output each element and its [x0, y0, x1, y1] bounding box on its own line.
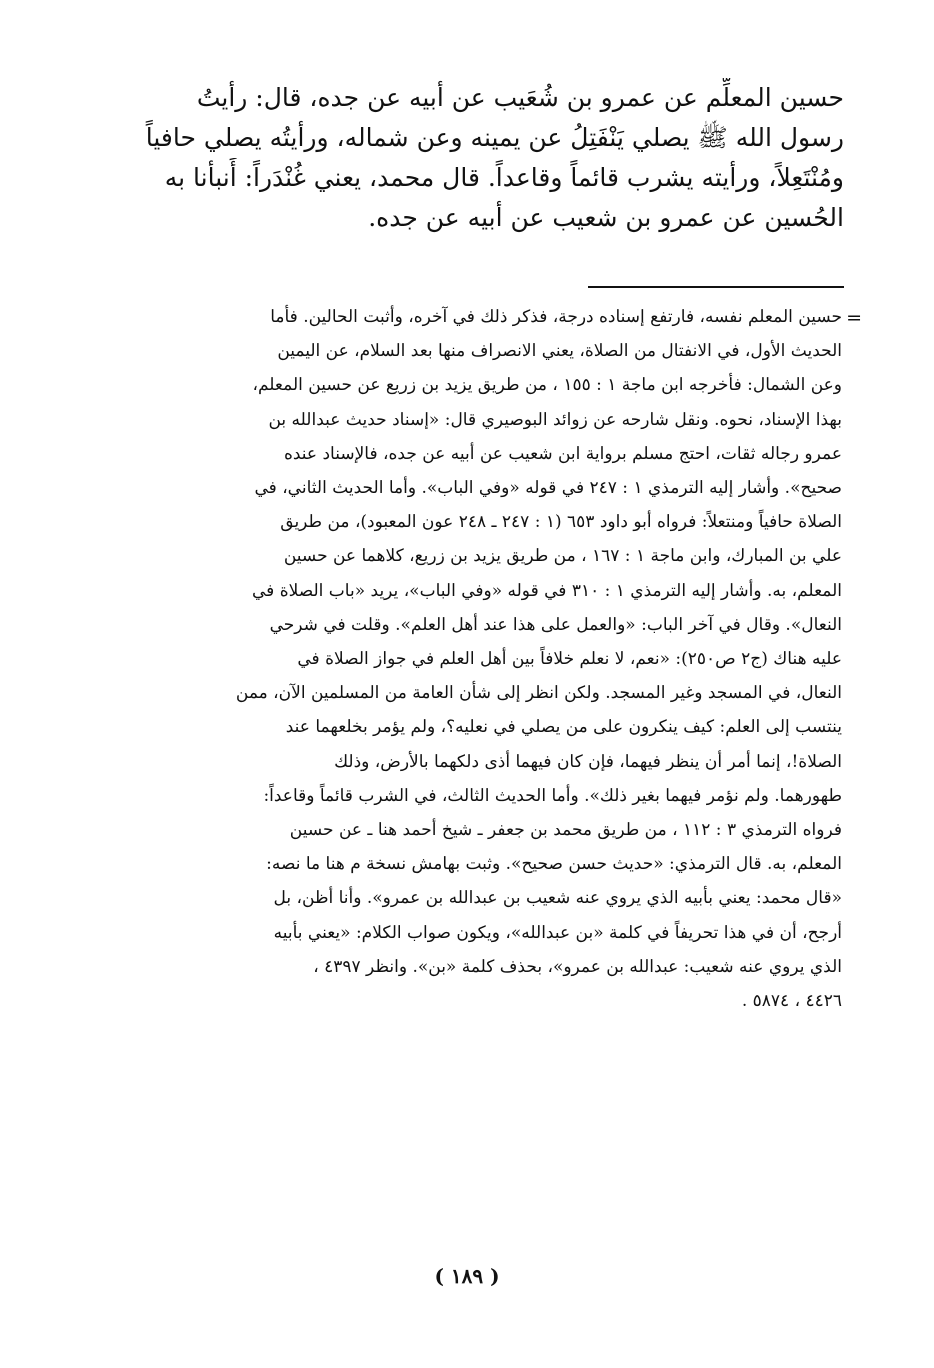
footnote-line: الذي يروي عنه شعيب: عبدالله بن عمرو»، بحذف كلمة «بن». وانظر ٤٣٩٧ ، [313, 956, 842, 977]
footnote-line: النعال». وقال في آخر الباب: «والعمل على هذا عند أهل العلم». وقلت في شرحي [269, 614, 842, 635]
footnote-line: صحيح». وأشار إليه الترمذي ١ : ٢٤٧ في قوله «وفي الباب». وأما الحديث الثاني، في [254, 478, 842, 499]
footnote-line: وعن الشمال: فأخرجه ابن ماجة ١ : ١٥٥ ، من طريق يزيد بن زريع عن حسين المعلم، [252, 375, 842, 396]
footnote-continuation-marker: = [846, 307, 862, 329]
footnote-line: فرواه الترمذي ٣ : ١١٢ ، من طريق محمد بن جعفر ـ شيخ أحمد هنا ـ عن حسين [289, 820, 842, 841]
footnote-line: علي بن المبارك، وابن ماجة ١ : ١٦٧ ، من طريق يزيد بن زريع، كلاهما عن حسين [283, 546, 842, 567]
footnote-line: الصلاة حافياً ومنتعلاً: فرواه أبو داود ٦٥٣ (١ : ٢٤٧ ـ ٢٤٨ عون المعبود)، من طريق [280, 512, 842, 533]
hadith-line: رسول الله ﷺ يصلي يَنْفَتِلُ عن يمينه وعن شماله، ورأيتُه يصلي حافياً [145, 123, 844, 152]
footnote-line: الحديث الأول، في الانفتال من الصلاة، يعني الانصراف منها بعد السلام، عن اليمين [277, 341, 842, 362]
footnote-line: «قال محمد: يعني بأبيه الذي يروي عنه شعيب بن عبدالله بن عمرو». وأنا أظن، بل [273, 888, 842, 909]
page-number: ( ١٨٩ ) [434, 1264, 500, 1288]
footnote-line: طهورهما. ولم نؤمر فيهما بغير ذلك». وأما الحديث الثالث، في الشرب قائماً وقاعداً: [263, 785, 842, 806]
footnote-line: حسين المعلم نفسه، فارتفع إسناده درجة، فذكر ذلك في آخره، وأثبت الحالين. فأما [270, 307, 842, 327]
footnote-line: عمرو رجاله ثقات، احتج مسلم برواية ابن شعيب عن أبيه عن جده، فالإسناد عنده [283, 443, 842, 464]
hadith-text [92, 78, 844, 238]
footnote-text [92, 300, 842, 1018]
footnote-line: الصلاة!، إنما أمر أن ينظر فيهما، فإن كان فيهما أذى دلكهما بالأرض، وذلك [334, 751, 842, 772]
hadith-line: الحُسين عن عمرو بن شعيب عن أبيه عن جده. [368, 203, 844, 232]
hadith-line: حسين المعلِّم عن عمرو بن شُعَيب عن أبيه عن جده، قال: رأيتُ [196, 83, 844, 112]
footnote-line: عليه هناك (ج٢ ص٢٥٠): «نعم، لا نعلم خلافاً بين أهل العلم في جواز الصلاة في [297, 649, 842, 670]
footnote-line: ينتسب إلى العلم: كيف ينكرون على من يصلي في نعليه؟، ولم يؤمر بخلعهما عند [285, 717, 842, 738]
footnote-divider [588, 286, 844, 288]
footnote-line: ٤٤٢٦ ، ٥٨٧٤ . [741, 991, 842, 1012]
footnote-line: المعلم، به. قال الترمذي: «حديث حسن صحيح». وثبت بهامش نسخة م هنا ما نصه: [266, 854, 842, 875]
footnote-line: المعلم، به. وأشار إليه الترمذي ١ : ٣١٠ في قوله «وفي الباب»، يريد «باب الصلاة في [252, 580, 842, 601]
hadith-line: ومُنْتَعِلاً، ورأيته يشرب قائماً وقاعداً. قال محمد، يعني غُنْدَراً: أَنبأنا به [164, 163, 844, 192]
footnote-line: بهذا الإسناد، نحوه. ونقل شارحه عن زوائد البوصيري قال: «إسناد حديث عبدالله بن [268, 409, 842, 430]
footnote-line: النعال، في المسجد وغير المسجد. ولكن انظر إلى شأن العامة من المسلمين الآن، ممن [235, 683, 842, 704]
footnote-line: أرجح، أن في هذا تحريفاً في كلمة «بن عبدالله»، ويكون صواب الكلام: «يعني بأبيه [273, 922, 842, 943]
